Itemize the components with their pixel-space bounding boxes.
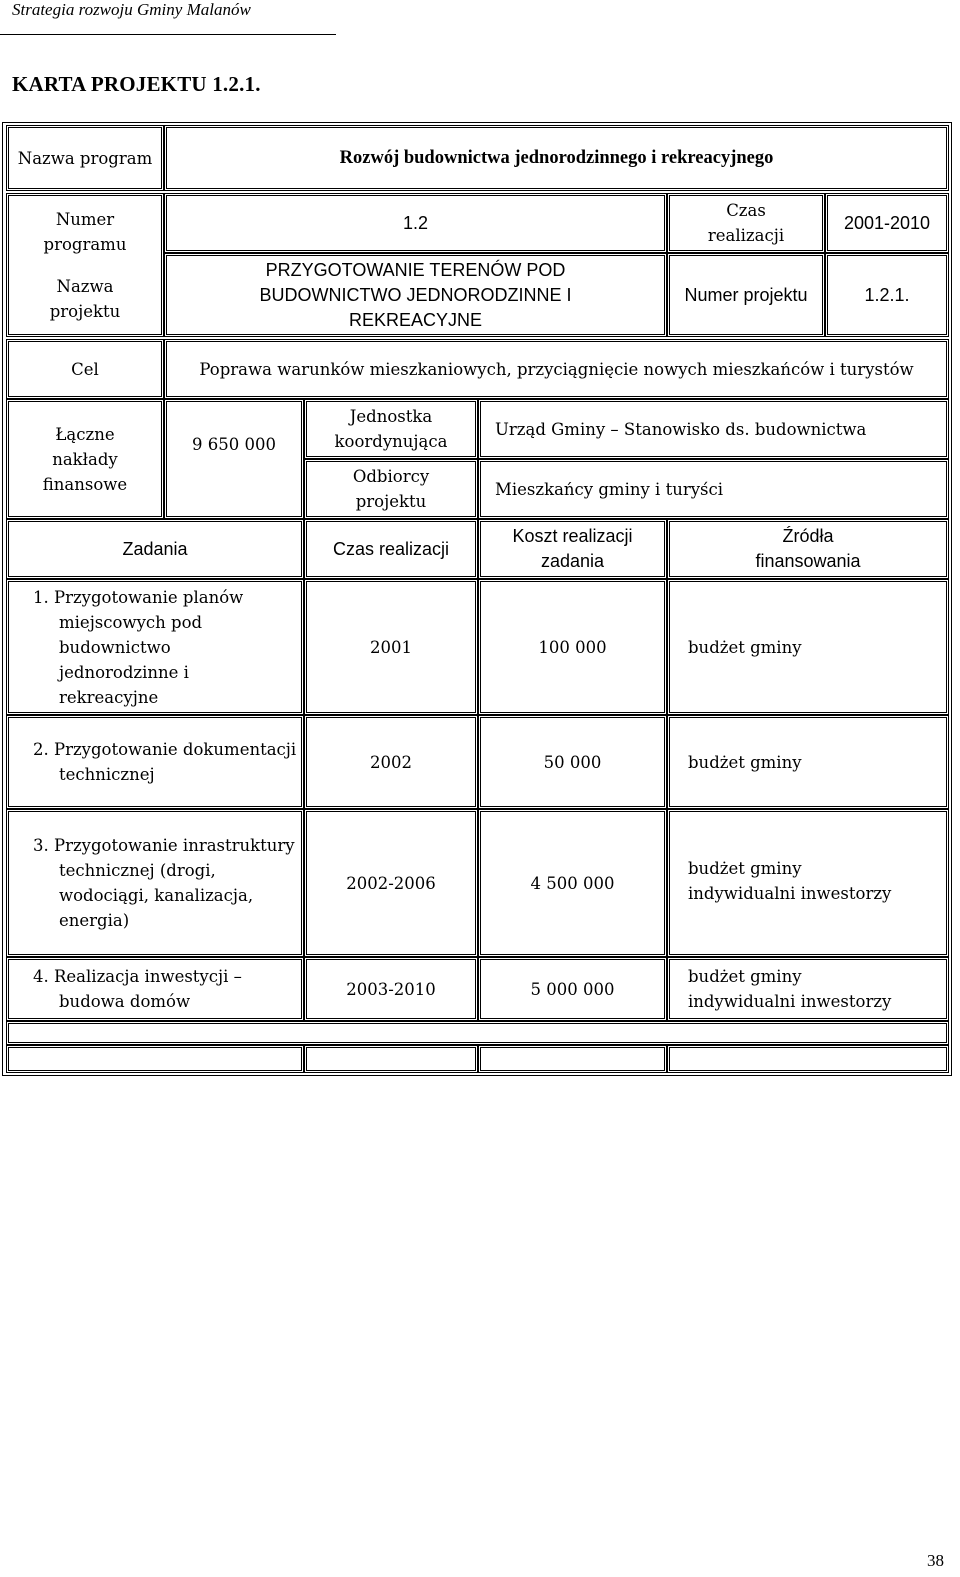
page-number: 38 bbox=[927, 1551, 944, 1570]
header-sources: Źródła finansowania bbox=[667, 519, 949, 579]
task-3-source-line1: budżet gminy bbox=[688, 859, 802, 878]
card-title: KARTA PROJEKTU 1.2.1. bbox=[12, 72, 261, 96]
realization-time-label: Czas realizacji bbox=[667, 193, 825, 253]
coordinator-value: Urząd Gminy – Stanowisko ds. budownictwa bbox=[478, 399, 949, 459]
project-name-value: PRZYGOTOWANIE TERENÓW POD BUDOWNICTWO JEDNORODZINNE I REKREACYJNE bbox=[164, 253, 667, 337]
task-1-cost: 100 000 bbox=[478, 579, 667, 715]
task-2-source: budżet gminy bbox=[667, 715, 949, 809]
header-tasks: Zadania bbox=[6, 519, 304, 579]
empty-row-cell bbox=[667, 1045, 949, 1073]
task-4-source-line1: budżet gminy bbox=[688, 967, 802, 986]
program-name-value: Rozwój budownictwa jednorodzinnego i rekreacyjnego bbox=[164, 125, 949, 191]
task-4: 4. Realizacja inwestycji – budowa domów bbox=[33, 967, 242, 1011]
project-number-label: Numer projektu bbox=[667, 253, 825, 337]
total-costs-label: Łączne nakłady finansowe bbox=[6, 399, 164, 519]
task-1-source: budżet gminy bbox=[667, 579, 949, 715]
recipients-label: Odbiorcy projektu bbox=[304, 459, 478, 519]
header-rule bbox=[0, 34, 336, 35]
goal-label: Cel bbox=[6, 339, 164, 399]
project-card-table bbox=[2, 122, 952, 1076]
program-number-value: 1.2 bbox=[164, 193, 667, 253]
total-costs-value: 9 650 000 bbox=[164, 399, 304, 519]
coordinator-label: Jednostka koordynująca bbox=[304, 399, 478, 459]
task-2: 2. Przygotowanie dokumentacji technicznej bbox=[33, 740, 297, 784]
task-1-time: 2001 bbox=[304, 579, 478, 715]
table-row bbox=[6, 715, 304, 809]
empty-row-cell bbox=[478, 1045, 667, 1073]
empty-row-cell bbox=[6, 1045, 304, 1073]
task-3-source bbox=[667, 809, 949, 957]
realization-time-value: 2001-2010 bbox=[825, 193, 949, 253]
task-4-cost: 5 000 000 bbox=[478, 957, 667, 1021]
empty-row bbox=[6, 1021, 949, 1045]
table-row bbox=[6, 957, 304, 1021]
task-3-cost: 4 500 000 bbox=[478, 809, 667, 957]
table-row bbox=[6, 579, 304, 715]
task-4-time: 2003-2010 bbox=[304, 957, 478, 1021]
header-time: Czas realizacji bbox=[304, 519, 478, 579]
empty-row-cell bbox=[304, 1045, 478, 1073]
table-row bbox=[6, 809, 304, 957]
running-header: Strategia rozwoju Gminy Malanów bbox=[12, 0, 251, 19]
recipients-value: Mieszkańcy gminy i turyści bbox=[478, 459, 949, 519]
task-3-source-line2: indywidualni inwestorzy bbox=[688, 884, 892, 903]
project-number-value: 1.2.1. bbox=[825, 253, 949, 337]
program-number-and-project-name-labels bbox=[6, 193, 164, 337]
task-4-source bbox=[667, 957, 949, 1021]
task-2-cost: 50 000 bbox=[478, 715, 667, 809]
program-name-label: Nazwa program bbox=[6, 125, 164, 191]
goal-value: Poprawa warunków mieszkaniowych, przyciągnięcie nowych mieszkańców i turystów bbox=[164, 339, 949, 399]
task-1: 1. Przygotowanie planów miejscowych pod budownictwo jednorodzinne i rekreacyjne bbox=[33, 587, 244, 707]
project-name-label: Nazwa projektu bbox=[49, 276, 121, 321]
header-cost: Koszt realizacji zadania bbox=[478, 519, 667, 579]
task-2-time: 2002 bbox=[304, 715, 478, 809]
program-number-label: Numer programu bbox=[43, 209, 127, 254]
task-3: 3. Przygotowanie inrastruktury technicznej (drogi, wodociągi, kanalizacja, energia) bbox=[33, 836, 295, 930]
task-3-time: 2002-2006 bbox=[304, 809, 478, 957]
task-4-source-line2: indywidualni inwestorzy bbox=[688, 992, 892, 1011]
